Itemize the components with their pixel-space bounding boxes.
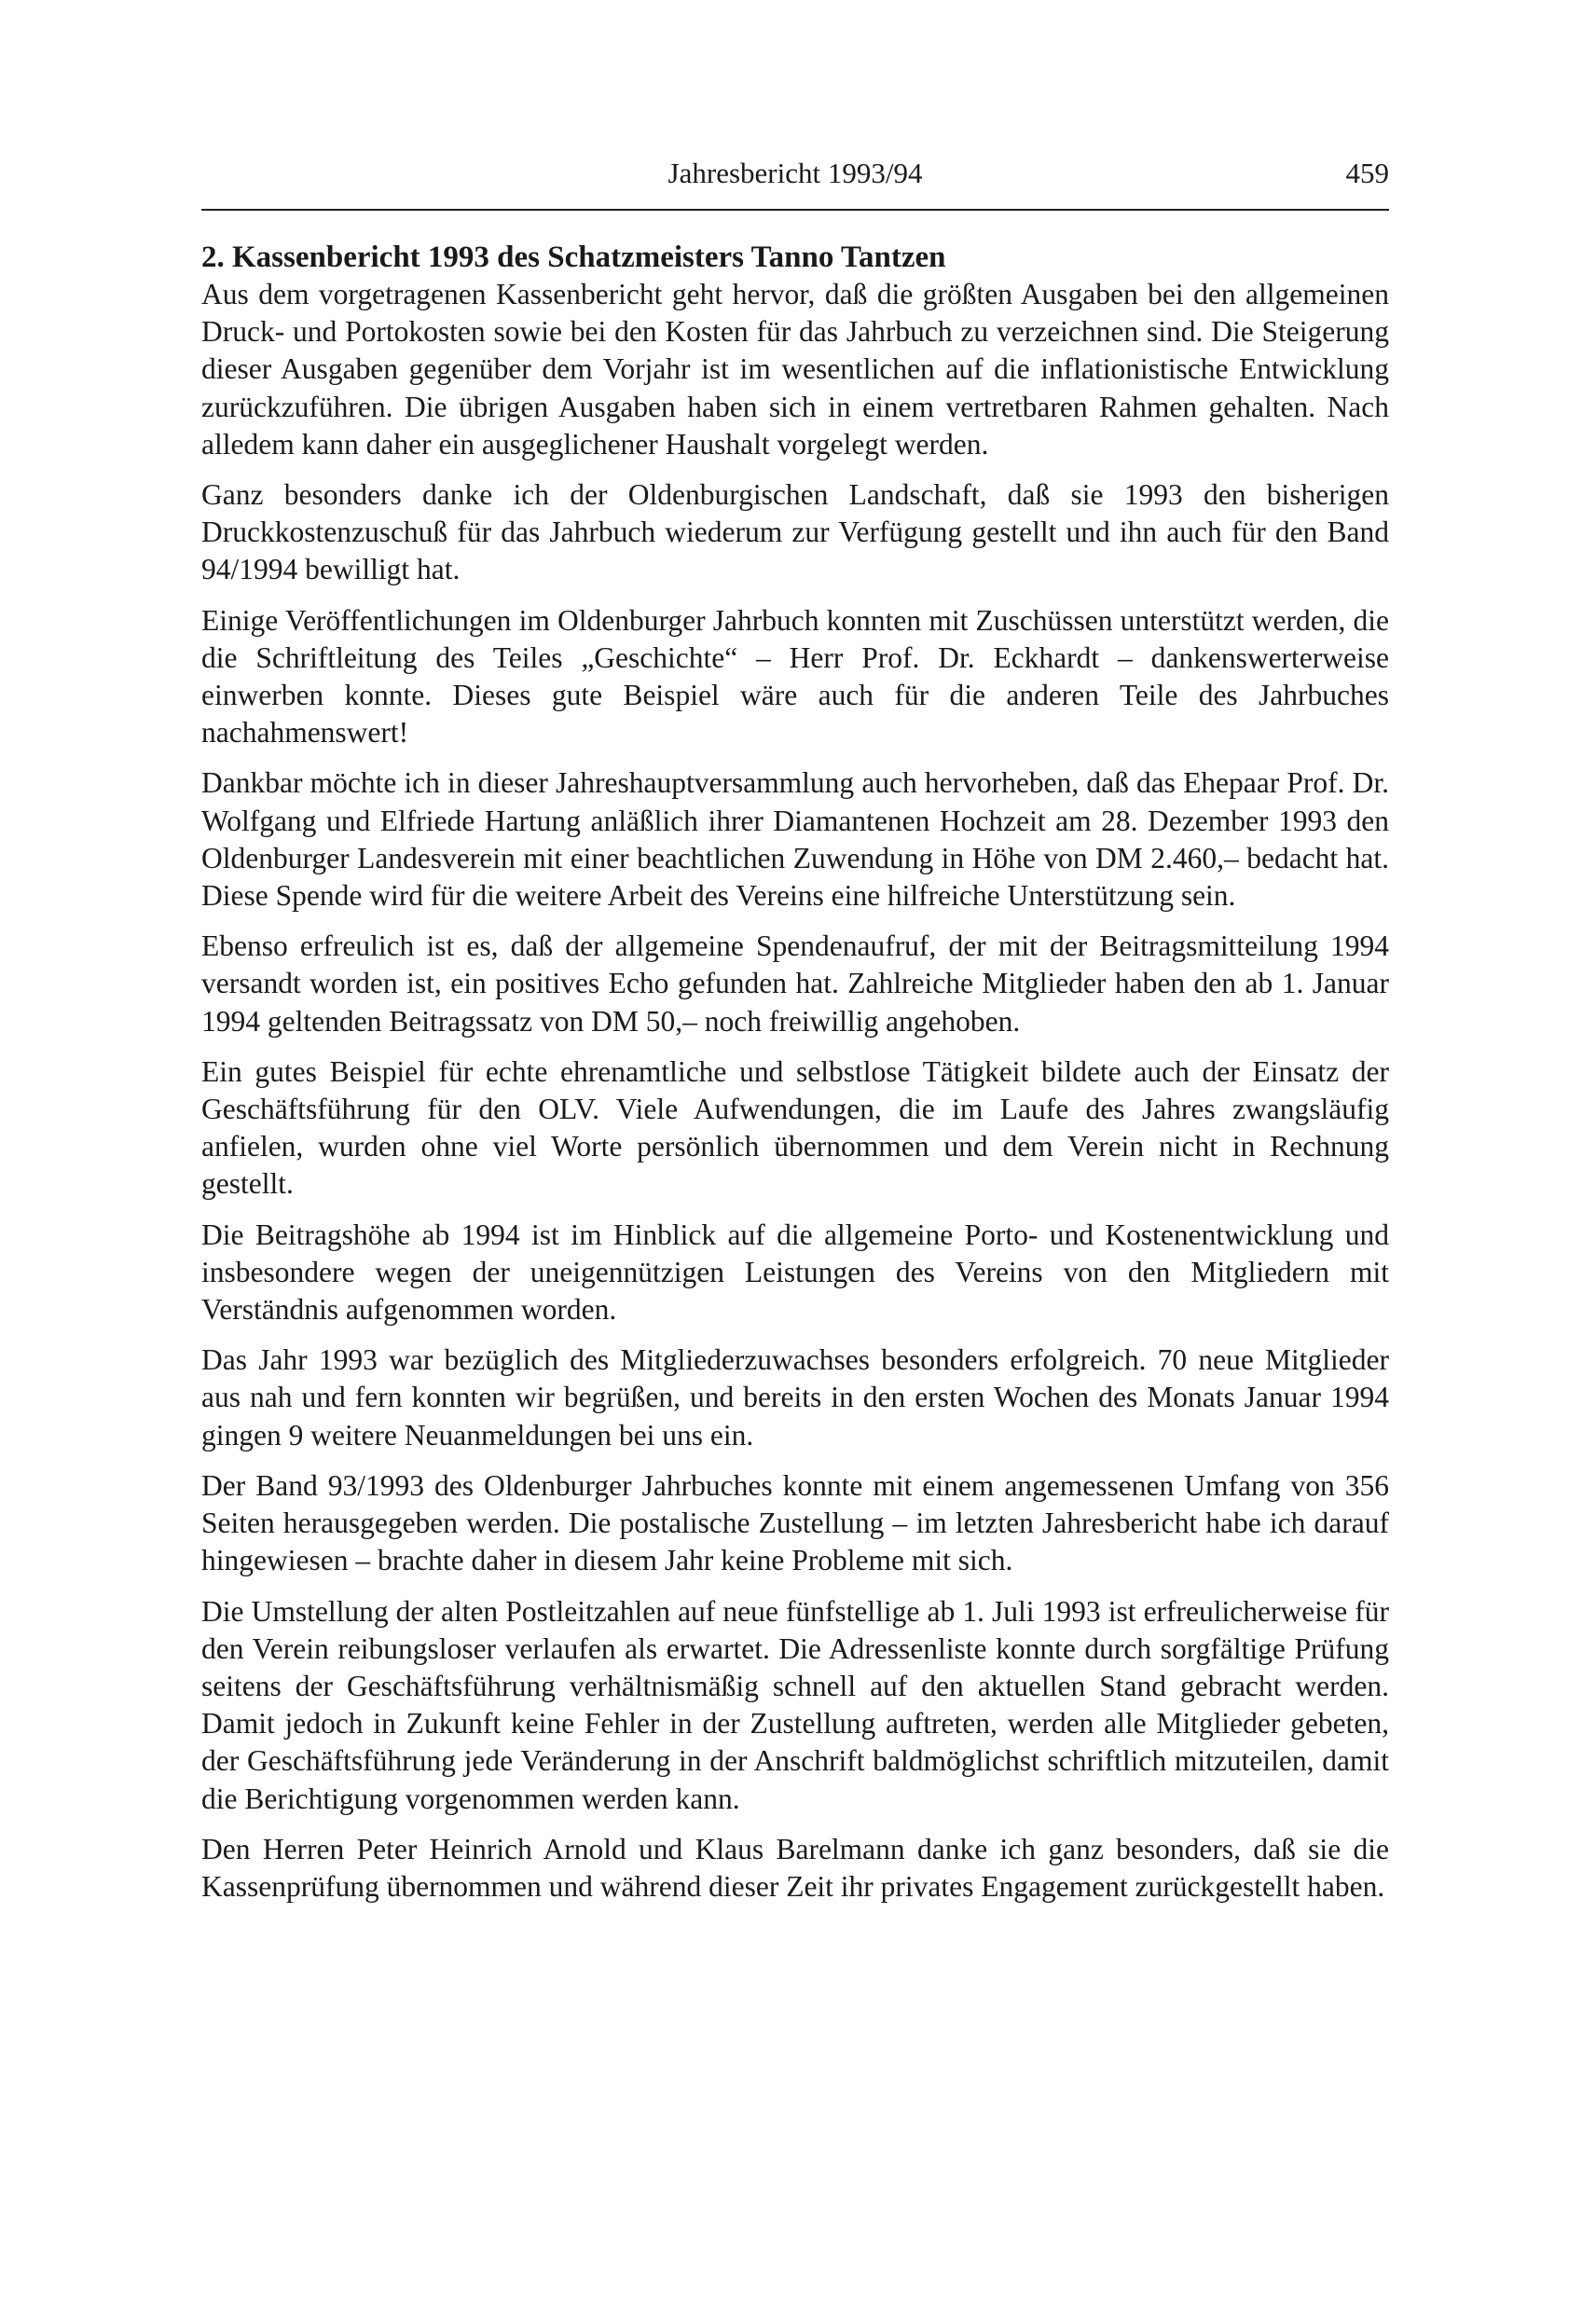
paragraph: Die Umstellung der alten Postleitzahlen auf neue fünfstellige ab 1. Juli 1993 ist erfreulicherweise für den Verein reibungsloser verlaufen als erwartet. Die Adressenliste konnte durch sorgfältige Prüfung seitens der Geschäftsführung verhältnismäßig schnell auf den aktuellen Stand gebracht werden. Damit jedoch in Zukunft keine Fehler in der Zustellung auftreten, werden alle Mitglieder gebeten, der Geschäftsführung jede Veränderung in der Anschrift baldmöglichst schriftlich mitzuteilen, damit die Berichtigung vorgenommen werden kann.: [201, 1594, 1389, 1815]
paragraph: Der Band 93/1993 des Oldenburger Jahrbuches konnte mit einem angemessenen Umfang von 356 Seiten herausgegeben werden. Die postalische Zustellung – im letzten Jahresbericht habe ich darauf hingewiesen – brachte daher in diesem Jahr keine Probleme mit sich.: [201, 1468, 1389, 1577]
section-heading: 2. Kassenbericht 1993 des Schatzmeisters Tanno Tantzen: [201, 241, 946, 274]
paragraph: Aus dem vorgetragenen Kassenbericht geht hervor, daß die größten Ausgaben bei den allgemeinen Druck- und Portokosten sowie bei den Kosten für das Jahrbuch zu verzeichnen sind. Die Steigerung dieser Ausgaben gegenüber dem Vorjahr ist im wesentlichen auf die inflationistische Entwicklung zurückzuführen. Die übrigen Ausgaben haben sich in einem vertretbaren Rahmen gehalten. Nach alledem kann daher ein ausgeglichener Haushalt vorgelegt werden.: [201, 278, 1389, 461]
page: [201, 149, 1389, 1919]
paragraph: Ganz besonders danke ich der Oldenburgischen Landschaft, daß sie 1993 den bisherigen Druckkostenzuschuß für das Jahrbuch wiederum zur Verfügung gestellt und ihn auch für den Band 94/1994 bewilligt hat.: [201, 478, 1389, 586]
paragraph: Das Jahr 1993 war bezüglich des Mitgliederzuwachses besonders erfolgreich. 70 neue Mitglieder aus nah und fern konnten wir begrüßen, und bereits in den ersten Wochen des Monats Januar 1994 gingen 9 weitere Neuanmeldungen bei uns ein.: [201, 1343, 1389, 1452]
running-head: [201, 149, 1389, 198]
paragraph: Die Beitragshöhe ab 1994 ist im Hinblick auf die allgemeine Porto- und Kostenentwicklung und insbesondere wegen der uneigennützigen Leistungen des Vereins von den Mitgliedern mit Verständnis aufgenommen worden.: [201, 1218, 1389, 1327]
section-body: [201, 276, 1389, 1906]
paragraph: Einige Veröffentlichungen im Oldenburger Jahrbuch konnten mit Zuschüssen unterstützt werden, die die Schriftleitung des Teiles „Geschichte“ – Herr Prof. Dr. Eckhardt – dankenswerterweise einwerben konnte. Dieses gute Beispiel wäre auch für die anderen Teile des Jahrbuches nachahmenswert!: [201, 603, 1389, 750]
paragraph: Dankbar möchte ich in dieser Jahreshauptversammlung auch hervorheben, daß das Ehepaar Prof. Dr. Wolfgang und Elfriede Hartung anläßlich ihrer Diamantenen Hochzeit am 28. Dezember 1993 den Oldenburger Landesverein mit einer beachtlichen Zuwendung in Höhe von DM 2.460,– bedacht hat. Diese Spende wird für die weitere Arbeit des Vereins eine hilfreiche Unterstützung sein.: [201, 766, 1389, 913]
paragraph: Den Herren Peter Heinrich Arnold und Klaus Barelmann danke ich ganz besonders, daß sie die Kassenprüfung übernommen und während dieser Zeit ihr privates Engagement zurückgestellt haben.: [201, 1832, 1389, 1903]
page-number: 459: [1345, 157, 1389, 189]
running-title: Jahresbericht 1993/94: [667, 157, 923, 189]
paragraph: Ein gutes Beispiel für echte ehrenamtliche und selbstlose Tätigkeit bildete auch der Einsatz der Geschäftsführung für den OLV. Viele Aufwendungen, die im Laufe des Jahres zwangsläufig anfielen, wurden ohne viel Worte persönlich übernommen und dem Verein nicht in Rechnung gestellt.: [201, 1054, 1389, 1201]
paragraph: Ebenso erfreulich ist es, daß der allgemeine Spendenaufruf, der mit der Beitragsmitteilung 1994 versandt worden ist, ein positives Echo gefunden hat. Zahlreiche Mitglieder haben den ab 1. Januar 1994 geltenden Beitragssatz von DM 50,– noch freiwillig angehoben.: [201, 929, 1389, 1038]
header-rule: [201, 209, 1389, 211]
